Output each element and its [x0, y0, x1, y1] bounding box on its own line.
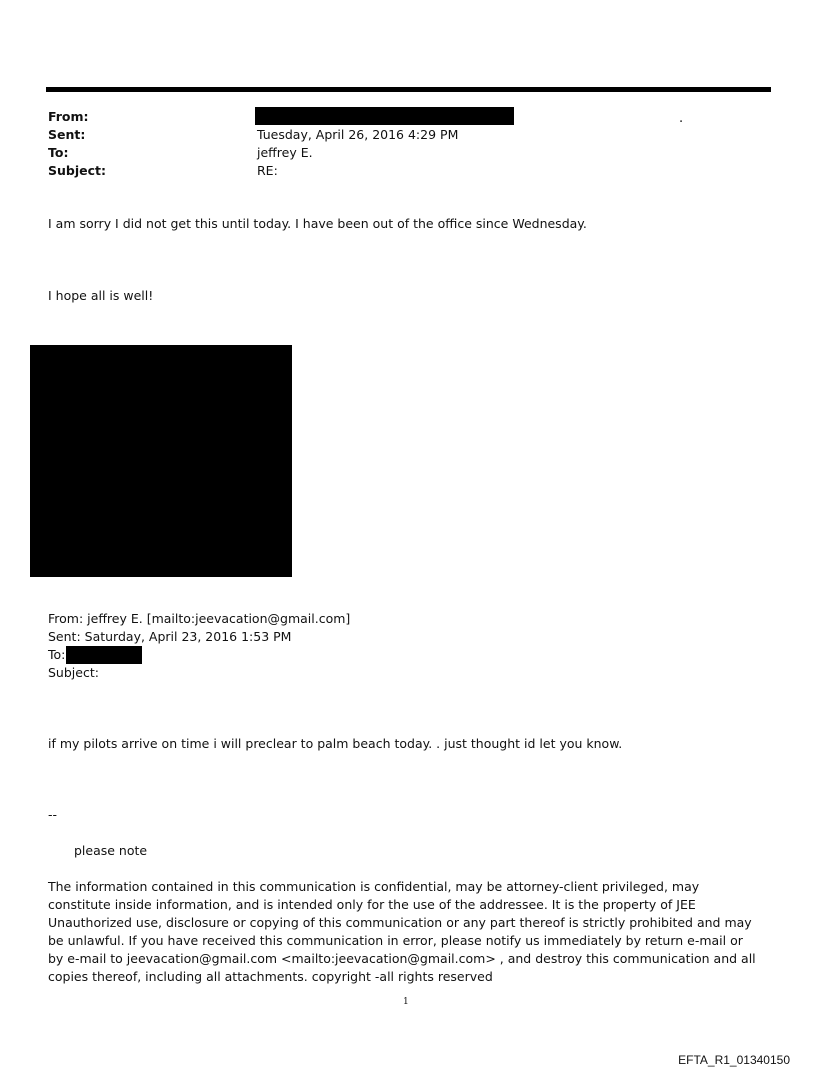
reply-line-1: I am sorry I did not get this until today. I have been out of the office since Wednesday. [48, 216, 587, 231]
to-label: To: [48, 145, 69, 160]
to-row [48, 144, 748, 162]
quoted-from-line: From: jeffrey E. [mailto:jeevacation@gmail.com] [48, 611, 351, 626]
header-rule [46, 87, 771, 92]
quoted-to-label: To: [48, 647, 66, 662]
subject-row [48, 162, 748, 180]
sent-value: Tuesday, April 26, 2016 4:29 PM [257, 127, 459, 142]
from-label: From: [48, 109, 89, 124]
confidentiality-disclaimer: The information contained in this communication is confidential, may be attorney-client privileged, may constitute inside information, and is intended only for the use of the addressee. It is the property of JEE Unauthorized use, disclosure or copying of this communication or any part thereof is strictly prohibited and may be unlawful. If you have received this communication in error, please notify us immediately by return e-mail or by e-mail to jeevacation@gmail.com <mailto:jeevacation@gmail.com> , and destroy this communication and all copies thereof, including all attachments. copyright -all rights reserved [48, 879, 756, 984]
sent-row [48, 126, 748, 144]
reply-line-2: I hope all is well! [48, 288, 154, 303]
subject-label: Subject: [48, 163, 106, 178]
quoted-to-line [48, 646, 65, 664]
signature-note: please note [74, 843, 148, 858]
signature-redaction [30, 345, 292, 577]
subject-value: RE: [257, 163, 278, 178]
sent-label: Sent: [48, 127, 86, 142]
page-number: 1 [403, 997, 409, 1007]
header-trailing-mark: . [679, 111, 684, 126]
bates-number: EFTA_R1_01340150 [678, 1053, 790, 1067]
quoted-sent-line: Sent: Saturday, April 23, 2016 1:53 PM [48, 629, 292, 644]
quoted-subject-line: Subject: [48, 665, 99, 680]
quoted-body: if my pilots arrive on time i will preclear to palm beach today. . just thought id let you know. [48, 736, 623, 751]
from-redaction [255, 107, 514, 125]
to-value: jeffrey E. [257, 145, 313, 160]
signature-separator: -- [48, 807, 58, 822]
quoted-to-redaction [66, 646, 142, 664]
